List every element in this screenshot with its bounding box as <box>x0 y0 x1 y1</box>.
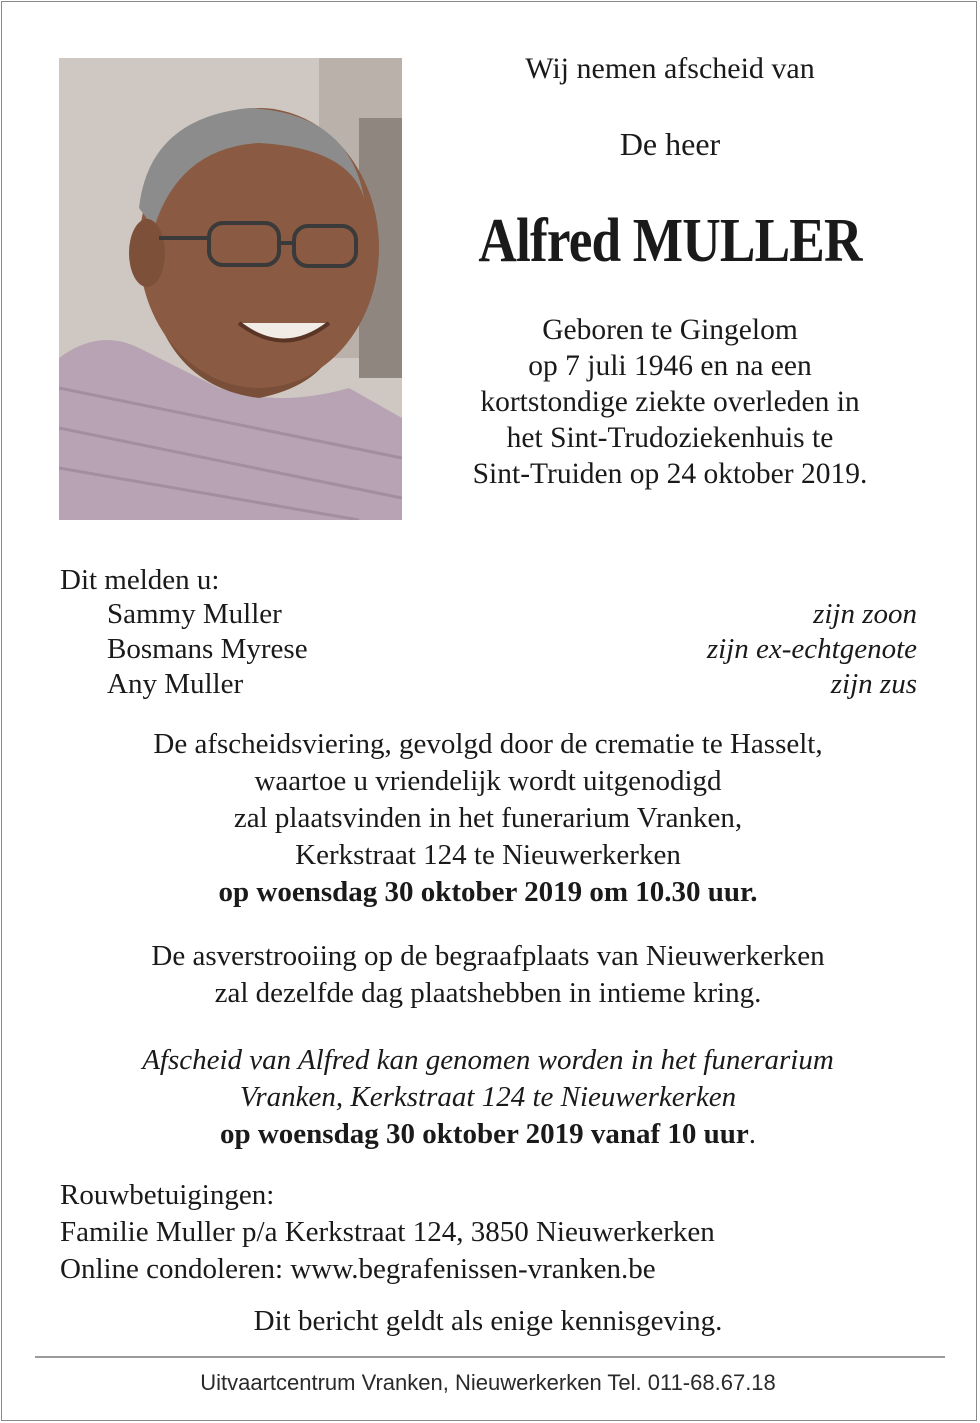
portrait-photo <box>59 58 402 520</box>
ceremony-block <box>30 726 946 911</box>
condolences-block <box>60 1177 715 1288</box>
viewing-line: Vranken, Kerkstraat 124 te Nieuwerkerken <box>239 1081 737 1113</box>
ceremony-line: De afscheidsviering, gevolgd door de crematie te Hasselt, <box>153 728 823 760</box>
footer-text: Uitvaartcentrum Vranken, Nieuwerkerken Tel. 011-68.67.18 <box>200 1370 776 1395</box>
viewing-date: op woensdag 30 oktober 2019 vanaf 10 uur <box>219 1118 749 1150</box>
announcer-relation: zijn zus <box>830 668 917 700</box>
honorific: De heer <box>619 126 721 162</box>
bio-line: het Sint-Trudoziekenhuis te <box>506 422 834 454</box>
viewing-date-row <box>30 1116 946 1153</box>
ceremony-line: zal plaatsvinden in het funerarium Vranken, <box>233 802 743 834</box>
announcer-row <box>107 668 917 704</box>
announcer-row <box>107 633 917 669</box>
bio-line: Sint-Truiden op 24 oktober 2019. <box>472 458 868 490</box>
announcer-relation: zijn zoon <box>813 598 917 630</box>
bio-block <box>420 312 920 492</box>
viewing-block <box>30 1042 946 1153</box>
condolences-online: Online condoleren: www.begrafenissen-vranken.be <box>60 1253 656 1285</box>
scattering-block <box>30 938 946 1012</box>
viewing-date-suffix: . <box>748 1118 757 1150</box>
intro-line: Wij nemen afscheid van <box>525 52 815 85</box>
announcer-row <box>107 598 917 634</box>
condolences-heading: Rouwbetuigingen: <box>60 1179 275 1211</box>
condolences-address: Familie Muller p/a Kerkstraat 124, 3850 Nieuwerkerken <box>60 1216 715 1248</box>
announcer-name: Any Muller <box>107 668 244 700</box>
ceremony-line: waartoe u vriendelijk wordt uitgenodigd <box>254 765 722 797</box>
viewing-line: Afscheid van Alfred kan genomen worden in het funerarium <box>142 1044 834 1076</box>
announcers-intro: Dit melden u: <box>60 564 220 596</box>
footer-divider <box>35 1356 945 1358</box>
ceremony-line: Kerkstraat 124 te Nieuwerkerken <box>295 839 681 871</box>
ceremony-date: op woensdag 30 oktober 2019 om 10.30 uur. <box>218 876 758 908</box>
deceased-name: Alfred MULLER <box>478 207 862 275</box>
announcer-relation: zijn ex-echtgenote <box>706 633 917 665</box>
bio-line: op 7 juli 1946 en na een <box>528 350 812 382</box>
notice-line: Dit bericht geldt als enige kennisgeving. <box>253 1305 723 1337</box>
portrait-illustration <box>59 58 402 520</box>
bio-line: kortstondige ziekte overleden in <box>480 386 860 418</box>
scattering-line: zal dezelfde dag plaatshebben in intieme kring. <box>214 977 762 1009</box>
announcer-name: Sammy Muller <box>107 598 282 630</box>
announcer-name: Bosmans Myrese <box>107 633 308 665</box>
scattering-line: De asverstrooiing op de begraafplaats van Nieuwerkerken <box>151 940 825 972</box>
bio-line: Geboren te Gingelom <box>542 314 798 346</box>
